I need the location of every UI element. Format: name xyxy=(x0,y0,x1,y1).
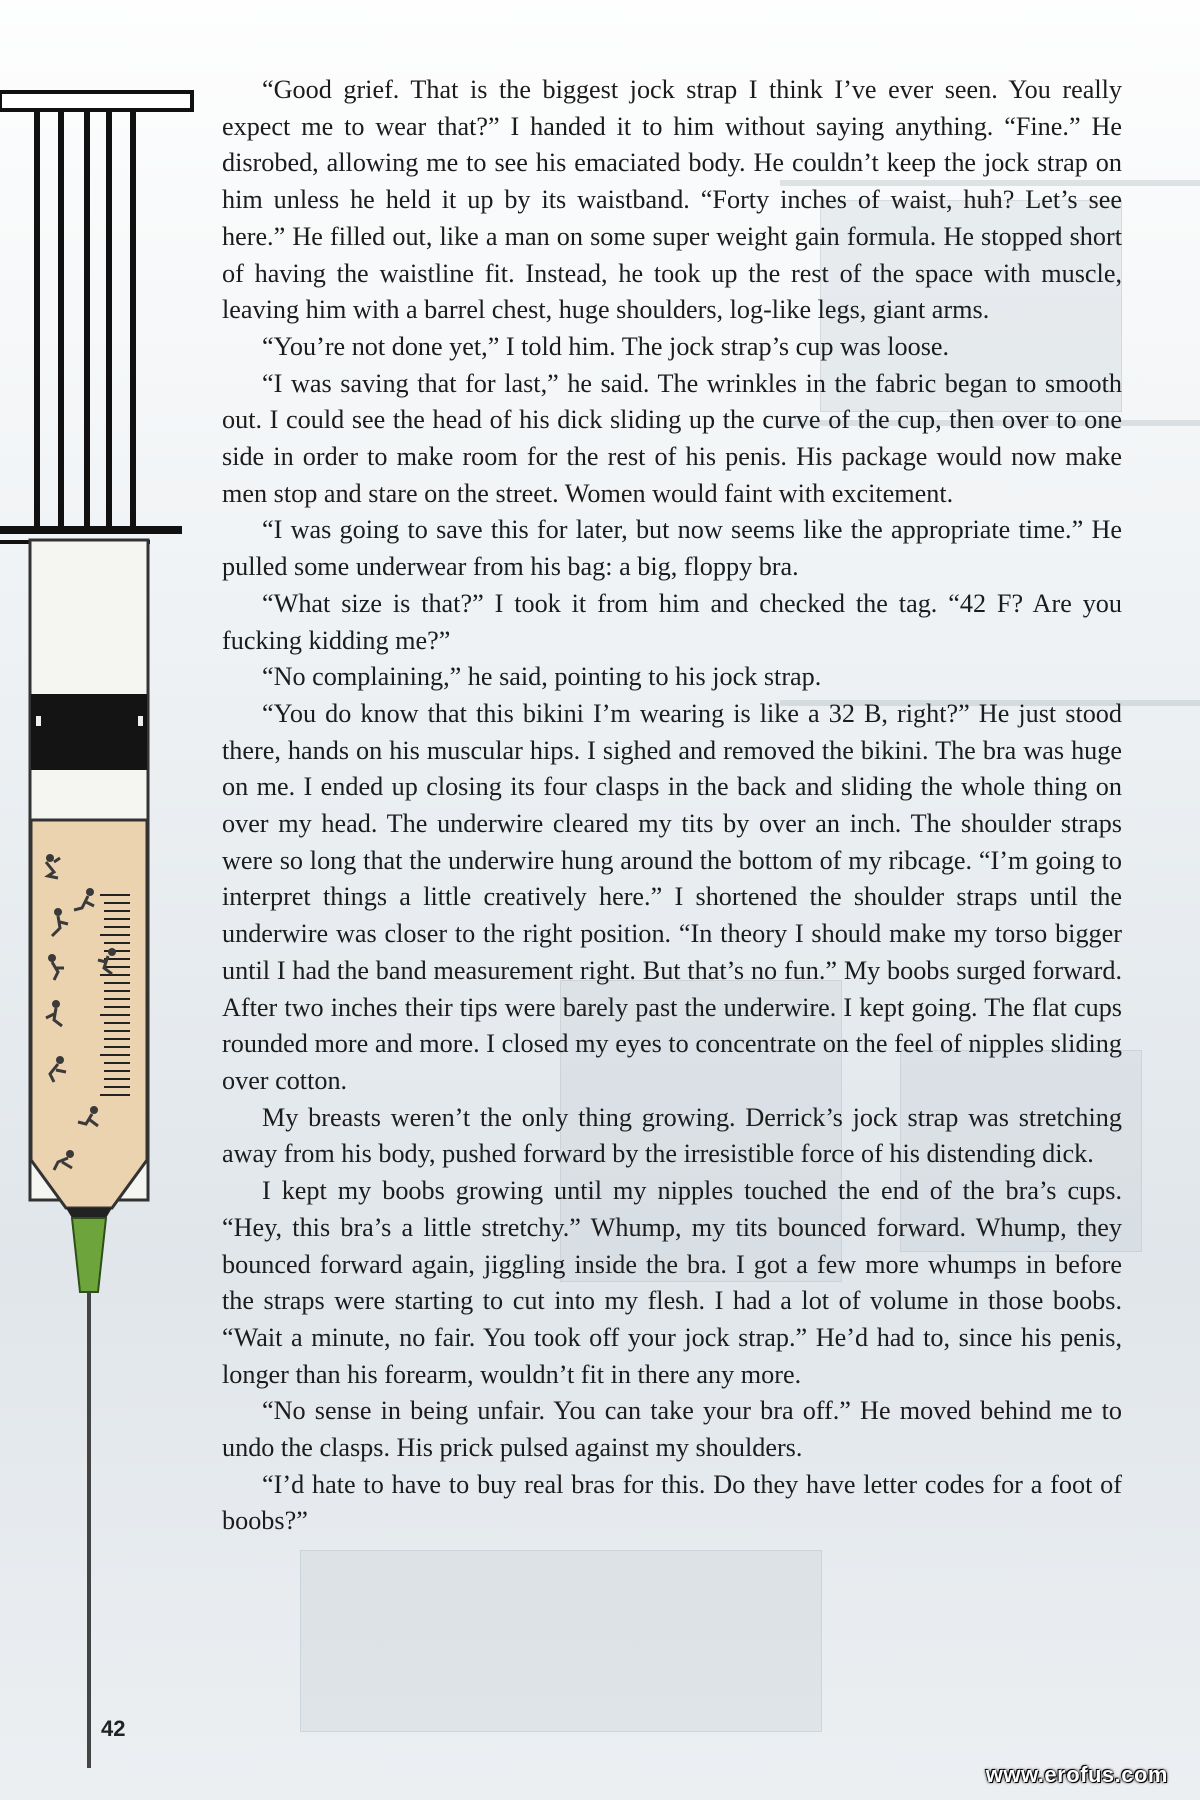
paragraph: “I’d hate to have to buy real bras for this. Do they have letter codes for a foot of boobs?” xyxy=(222,1469,1122,1536)
story-text xyxy=(222,72,1122,1540)
watermark: www.erofus.com xyxy=(985,1762,1168,1787)
paragraph: “No sense in being unfair. You can take your bra off.” He moved behind me to undo the clasps. His prick pulsed against my shoulders. xyxy=(222,1396,1122,1463)
page-number: 42 xyxy=(101,1716,126,1741)
paragraph: “What size is that?” I took it from him and checked the tag. “42 F? Are you fucking kidding me?” xyxy=(222,588,1122,655)
syringe-icon xyxy=(0,0,200,1800)
paragraph: “I was going to save this for later, but now seems like the appropriate time.” He pulled some underwear from his bag: a big, floppy bra. xyxy=(222,515,1122,582)
paragraph: “You do know that this bikini I’m wearing is like a 32 B, right?” He just stood there, hands on his muscular hips. I sighed and removed the bikini. The bra was huge on me. I ended up closing its four clasps in the back and sliding the whole thing on over my head. The underwire cleared my tits by over an inch. The shoulder straps were so long that the underwire hung around the bottom of my ribcage. “I’m going to interpret things a little creatively here.” I shortened the shoulder straps until the underwire was closer to the right position. “In theory I should make my torso bigger until I had the band measurement right. But that’s no fun.” My boobs surged forward. After two inches their tips were barely past the underwire. I kept going. The flat cups rounded more and more. I closed my eyes to concentrate on the feel of nipples sliding over cotton. xyxy=(222,698,1122,1095)
paragraph: “I was saving that for last,” he said. The wrinkles in the fabric began to smooth out. I could see the head of his dick sliding up the curve of the cup, then over to one side in order to make room for the rest of his penis. His package would now make men stop and stare on the street. Women would faint with excitement. xyxy=(222,368,1122,508)
paragraph: “No complaining,” he said, pointing to his jock strap. xyxy=(262,662,822,692)
paragraph: My breasts weren’t the only thing growing. Derrick’s jock strap was stretching away from his body, pushed forward by the irresistible force of his distending dick. xyxy=(222,1102,1122,1169)
paragraph: I kept my boobs growing until my nipples touched the end of the bra’s cups. “Hey, this bra’s a little stretchy.” Whump, my tits bounced forward. Whump, they bounced forward again, jiggling inside the bra. I got a few more whumps in before the straps were starting to cut into my flesh. I had a lot of volume in those boobs. “Wait a minute, no fair. You took off your jock strap.” He’d had to, since his penis, longer than his forearm, wouldn’t fit in there any more. xyxy=(222,1176,1122,1389)
paragraph: “You’re not done yet,” I told him. The jock strap’s cup was loose. xyxy=(262,331,950,361)
background-bench xyxy=(300,1550,822,1732)
paragraph: “Good grief. That is the biggest jock strap I think I’ve ever seen. You really expect me to wear that?” I handed it to him without saying anything. “Fine.” He disrobed, allowing me to see his emaciated body. He couldn’t keep the jock strap on him unless he held it up by its waistband. “Forty inches of waist, huh? Let’s see here.” He filled out, like a man on some super weight gain formula. He stopped short of having the waistline fit. Instead, he took up the rest of the space with muscle, leaving him with a barrel chest, huge shoulders, log-like legs, giant arms. xyxy=(222,75,1122,325)
